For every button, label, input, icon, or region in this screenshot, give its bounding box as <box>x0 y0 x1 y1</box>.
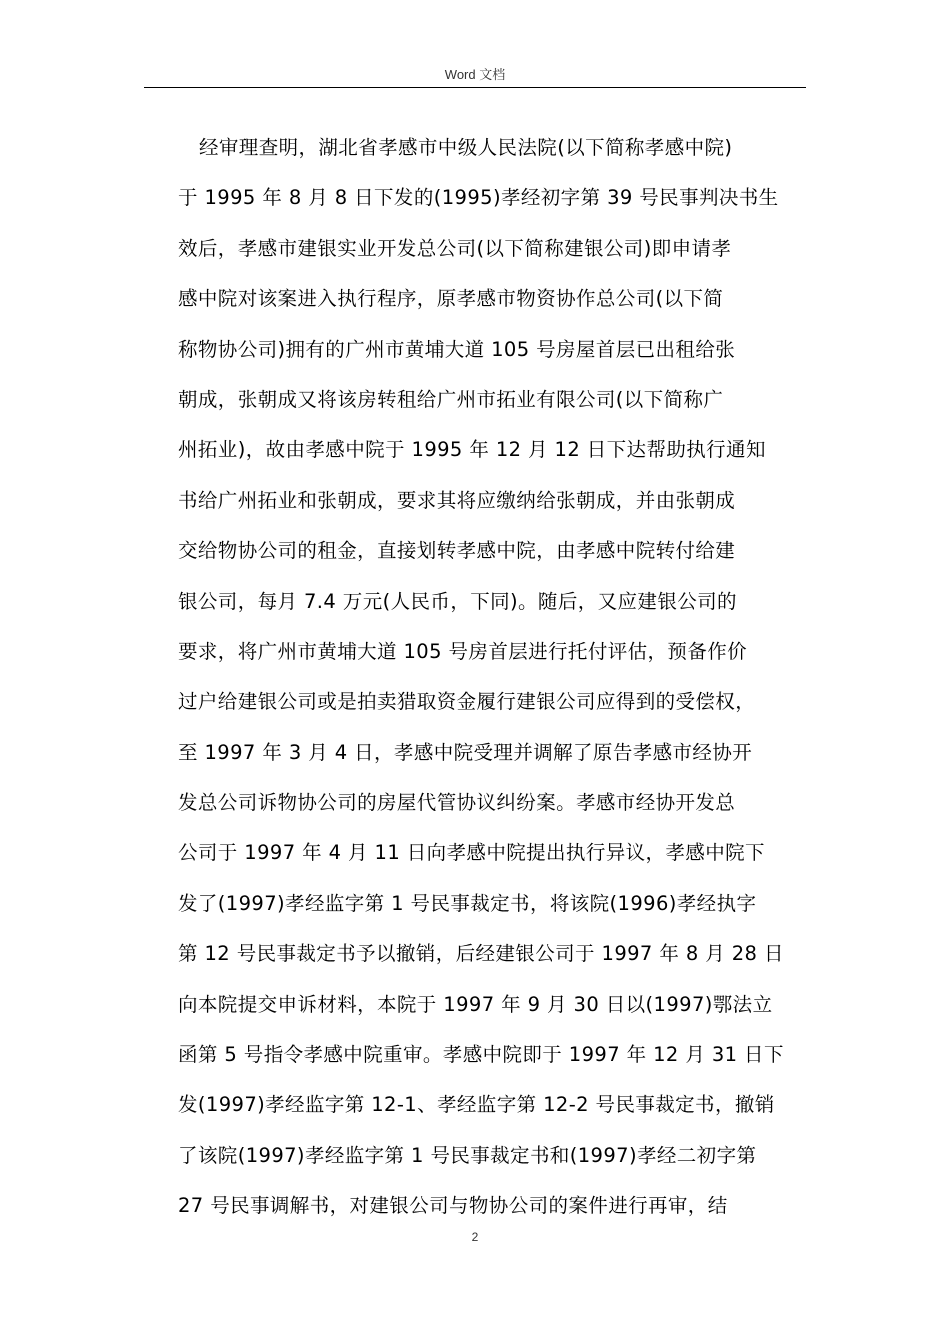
paragraph-line: 函第 5 号指令孝感中院重审。孝感中院即于 1997 年 12 月 31 日下 <box>178 1043 784 1067</box>
paragraph-line: 朝成，张朝成又将该房转租给广州市拓业有限公司(以下简称广 <box>178 387 724 411</box>
paragraph-line: 感中院对该案进入执行程序，原孝感市物资协作总公司(以下简 <box>178 287 724 311</box>
paragraph-line: 于 1995 年 8 月 8 日下发的(1995)孝经初字第 39 号民事判决书生 <box>178 186 779 210</box>
header-divider <box>144 87 806 88</box>
paragraph-line: 发了(1997)孝经监字第 1 号民事裁定书，将该院(1996)孝经执字 <box>178 891 757 915</box>
paragraph-line: 发(1997)孝经监字第 12-1、孝经监字第 12-2 号民事裁定书，撤销 <box>178 1093 775 1117</box>
paragraph-line: 第 12 号民事裁定书予以撤销，后经建银公司于 1997 年 8 月 28 日 <box>178 942 784 966</box>
paragraph-line: 公司于 1997 年 4 月 11 日向孝感中院提出执行异议，孝感中院下 <box>178 841 765 865</box>
paragraph-line: 州拓业)，故由孝感中院于 1995 年 12 月 12 日下达帮助执行通知 <box>178 438 766 462</box>
paragraph-line: 至 1997 年 3 月 4 日，孝感中院受理并调解了原告孝感市经协开 <box>178 740 753 764</box>
paragraph-line: 27 号民事调解书，对建银公司与物协公司的案件进行再审，结 <box>178 1194 728 1218</box>
paragraph-line: 了该院(1997)孝经监字第 1 号民事裁定书和(1997)孝经二初字第 <box>178 1143 757 1167</box>
paragraph-line: 银公司，每月 7.4 万元(人民币，下同)。随后，又应建银公司的 <box>178 589 737 613</box>
paragraph-line: 书给广州拓业和张朝成，要求其将应缴纳给张朝成，并由张朝成 <box>178 488 736 512</box>
paragraph-line: 称物协公司)拥有的广州市黄埔大道 105 号房屋首层已出租给张 <box>178 337 736 361</box>
paragraph-line: 效后，孝感市建银实业开发总公司(以下简称建银公司)即申请孝 <box>178 236 732 260</box>
paragraph-line: 向本院提交申诉材料，本院于 1997 年 9 月 30 日以(1997)鄂法立 <box>178 992 773 1016</box>
body-text <box>178 130 838 1239</box>
paragraph-line: 交给物协公司的租金，直接划转孝感中院，由孝感中院转付给建 <box>178 539 736 563</box>
paragraph-line: 发总公司诉物协公司的房屋代管协议纠纷案。孝感市经协开发总 <box>178 791 736 815</box>
header-title: Word 文档 <box>444 67 506 82</box>
paragraph-line: 要求，将广州市黄埔大道 105 号房首层进行托付评估，预备作价 <box>178 639 748 663</box>
paragraph-line: 过户给建银公司或是拍卖猎取资金履行建银公司应得到的受偿权， <box>178 690 756 714</box>
paragraph-line: 经审理查明，湖北省孝感市中级人民法院(以下简称孝感中院) <box>199 136 733 159</box>
page-number: 2 <box>471 1230 479 1244</box>
